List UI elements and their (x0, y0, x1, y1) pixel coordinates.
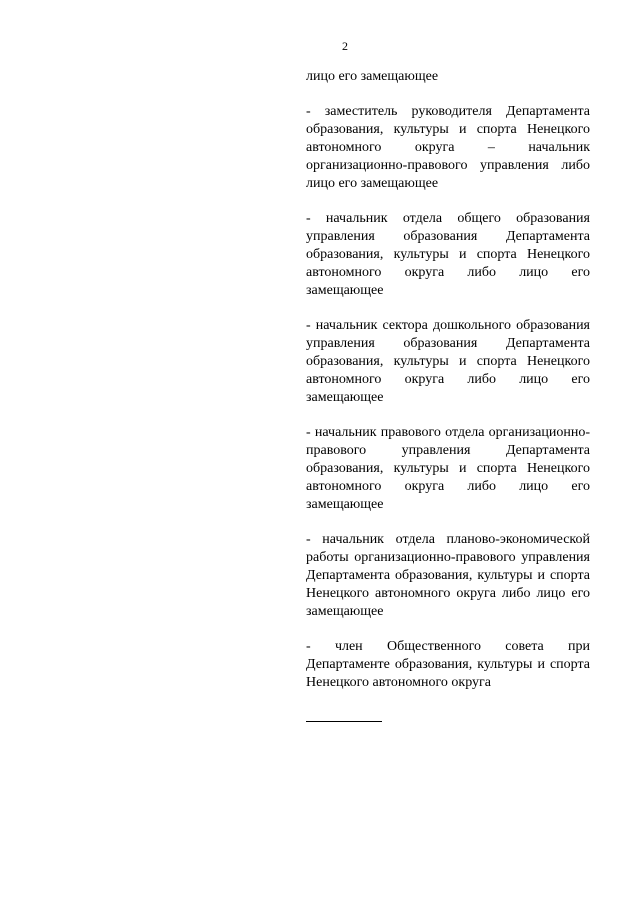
list-item-legal-department-head: - начальник правового отдела организационно-правового управления Департамента образования, культуры и спорта Ненецкого автономного округа либо лицо его замещающее (306, 425, 590, 512)
member-list (306, 68, 590, 692)
page-number: 2 (342, 39, 348, 53)
list-item-public-council-member: - член Общественного совета при Департаменте образования, культуры и спорта Ненецкого автономного округа (306, 639, 590, 690)
end-divider-line (306, 721, 382, 722)
list-item-general-education-head: - начальник отдела общего образования управления образования Департамента образования, культуры и спорта Ненецкого автономного округа либо лицо его замещающее (306, 211, 590, 298)
list-item-preschool-sector-head: - начальник сектора дошкольного образования управления образования Департамента образования, культуры и спорта Ненецкого автономного округа либо лицо его замещающее (306, 318, 590, 405)
list-item-continuation: лицо его замещающее (306, 69, 439, 84)
list-item-planning-economics-head: - начальник отдела планово-экономической работы организационно-правового управления Департамента образования, культуры и спорта Ненецкого автономного округа либо лицо его замещающее (306, 532, 590, 619)
list-item-deputy-head: - заместитель руководителя Департамента образования, культуры и спорта Ненецкого автономного округа – начальник организационно-правового управления либо лицо его замещающее (306, 104, 590, 191)
